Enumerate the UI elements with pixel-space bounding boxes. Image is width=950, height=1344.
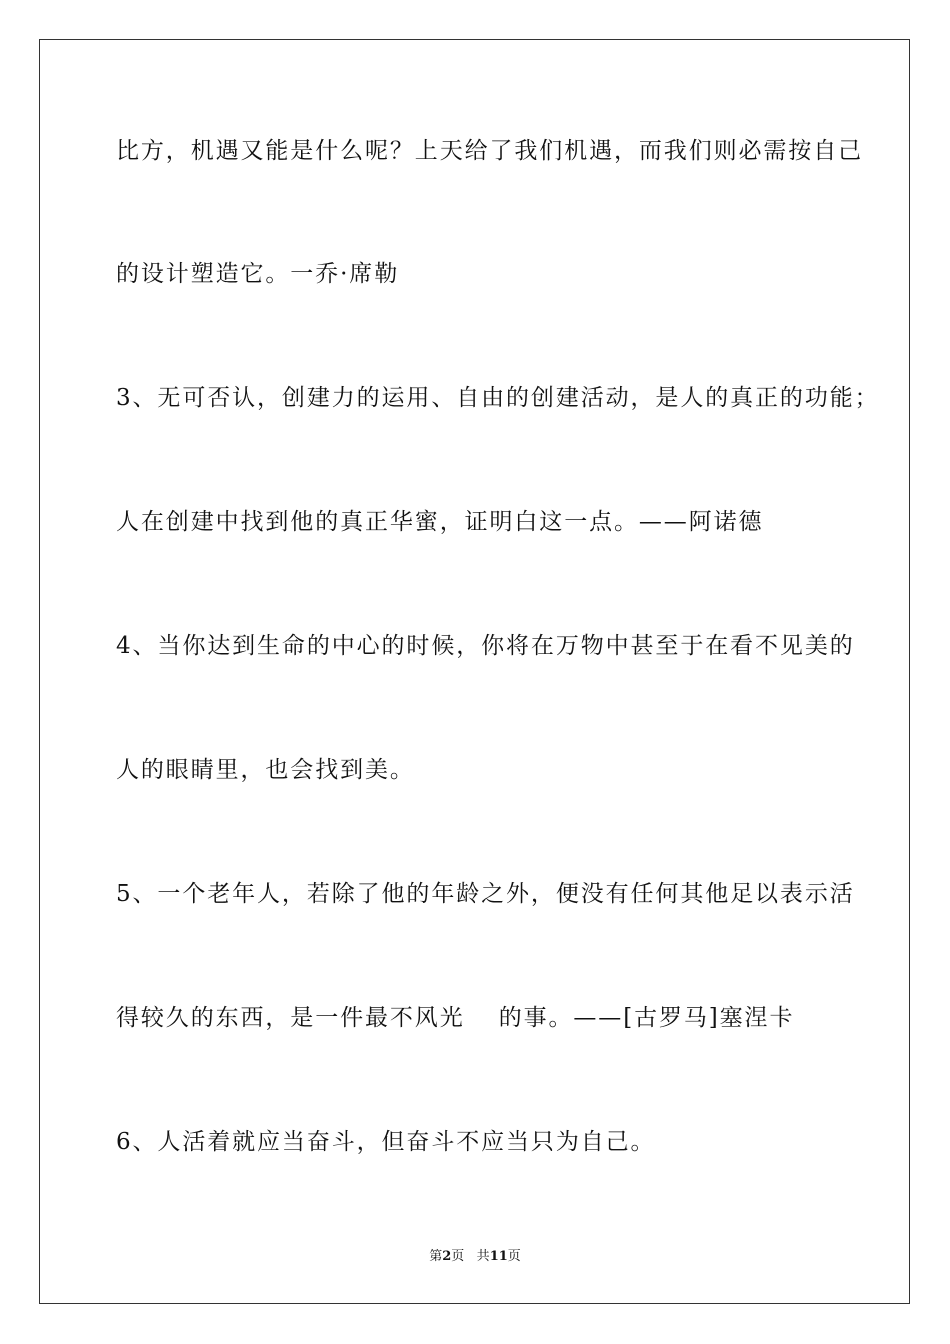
text-line-8: 得较久的东西，是一件最不风光 的事。——[古罗马]塞涅卡 [116, 1005, 795, 1031]
text-line-5: 4、当你达到生命的中心的时候，你将在万物中甚至于在看不见美的 [116, 633, 855, 659]
text-line-3: 3、无可否认，创建力的运用、自由的创建活动，是人的真正的功能； [116, 385, 880, 411]
footer-page-suffix: 页 [451, 1249, 465, 1264]
text-line-9: 6、人活着就应当奋斗，但奋斗不应当只为自己。 [116, 1129, 656, 1155]
total-page-count: 11 [489, 1249, 508, 1264]
text-line-4: 人在创建中找到他的真正华蜜，证明白这一点。——阿诺德 [116, 509, 764, 535]
page-border [39, 39, 910, 1304]
text-line-6: 人的眼睛里，也会找到美。 [116, 757, 415, 783]
current-page-number: 2 [442, 1249, 452, 1264]
text-line-1: 比方，机遇又能是什么呢？上天给了我们机遇，而我们则必需按自己 [116, 138, 863, 164]
text-line-7: 5、一个老年人，若除了他的年龄之外，便没有任何其他足以表示活 [116, 881, 855, 907]
text-line-2: 的设计塑造它。一乔·席勒 [116, 261, 400, 287]
page-footer [0, 1248, 950, 1266]
footer-total-suffix: 页 [507, 1249, 521, 1264]
footer-total-prefix: 共 [476, 1249, 490, 1264]
footer-prefix: 第 [429, 1249, 443, 1264]
